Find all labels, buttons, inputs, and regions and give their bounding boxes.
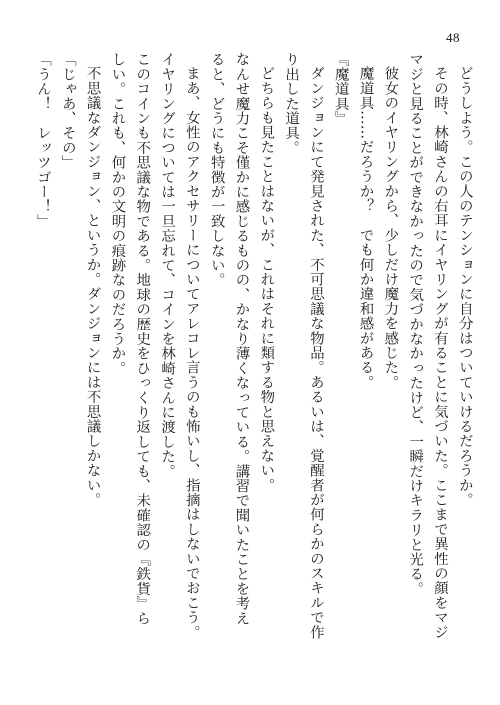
vertical-text-body: [28, 52, 472, 672]
text-line: ると、どうにも特徴が一致しない。: [208, 52, 225, 288]
text-line: 魔道具……だろうか？ でも何か違和感がある。: [357, 66, 374, 390]
text-line: しい。これも、何かの文明の痕跡なのだろうか。: [109, 52, 126, 376]
text-line: ダンジョンにて発見された、不可思議な物品。あるいは、覚醒者が何らかのスキルで作: [307, 66, 324, 640]
text-line: 不思議なダンジョン、というか。ダンジョンには不思議しかない。: [84, 66, 101, 507]
text-line: 「うん！ レッツゴー！」: [35, 52, 51, 229]
text-line: このコインも不思議な物である。地球の歴史をひっくり返しても、未確認の『鉄貨』ら: [134, 52, 151, 626]
text-line: イヤリングについては一旦忘れて、コインを林崎さんに渡した。: [159, 52, 176, 479]
text-line: どうしよう。この人のテンションに自分はついていけるだろうか。: [456, 66, 473, 507]
page-number: 48: [446, 30, 460, 45]
text-line: どちらも見たことはないが、これはそれに類する物と思えない。: [258, 66, 275, 493]
text-line: り出した道具。: [283, 52, 300, 155]
text-line: マジと見ることができなかったので気づかなかったけど、一瞬だけキラリと光る。: [407, 52, 424, 596]
text-line: 『魔道具』: [332, 52, 349, 126]
text-line: 「じゃあ、その」: [59, 52, 76, 170]
text-line: その時、林崎さんの右耳にイヤリングが有ることに気づいた。ここまで異性の顔をマジ: [432, 66, 448, 640]
text-line: なんせ魔力こそ僅かに感じるものの、かなり薄くなっている。講習で聞いたことを考え: [233, 52, 250, 626]
text-line: 彼女のイヤリングから、少しだけ魔力を感じた。: [382, 66, 399, 390]
text-line: まあ、女性のアクセサリーについてアレコレ言うのも怖いし、指摘はしないでおこう。: [183, 66, 200, 640]
